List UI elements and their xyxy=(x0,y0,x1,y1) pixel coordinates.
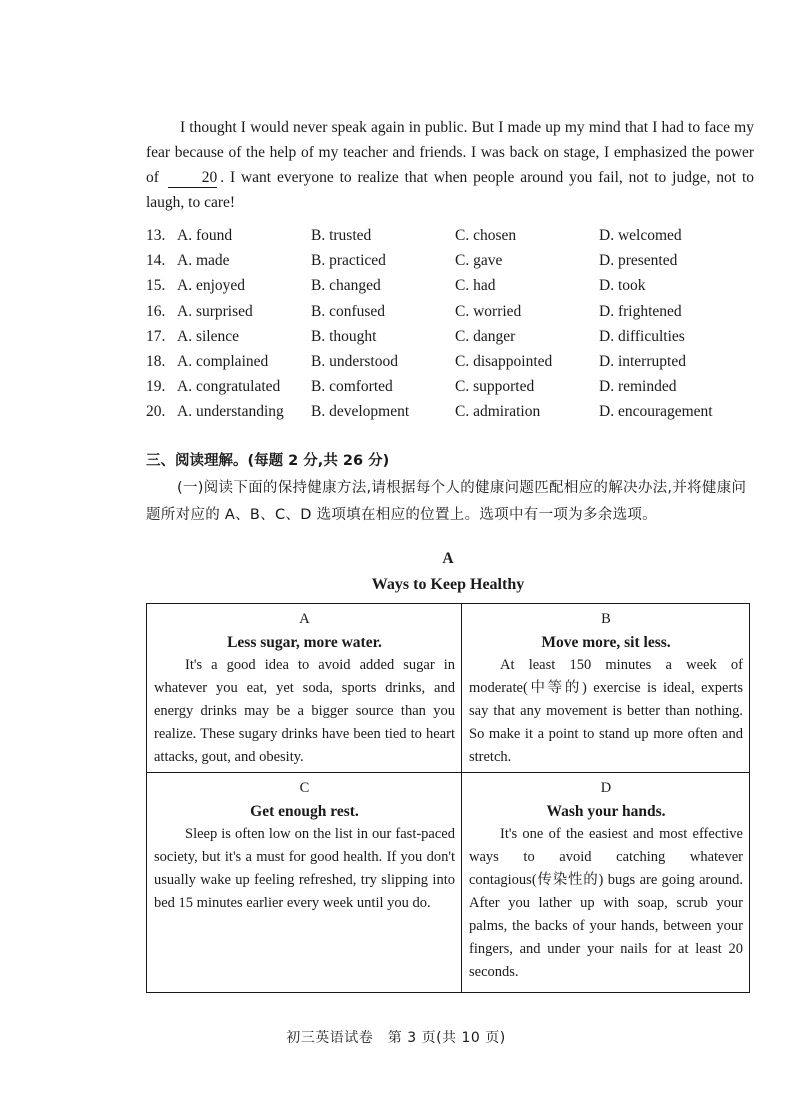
tip-cell-d xyxy=(462,773,749,992)
question-number: 15. xyxy=(146,277,166,295)
option-b: B. confused xyxy=(311,302,386,320)
question-number: 17. xyxy=(146,327,166,345)
tip-body: Sleep is often low on the list in our fast-paced society, but it's a must for good health. If you don't usually wake up feeling refreshed, try slipping into bed 15 minutes earlier every week until you do. xyxy=(154,826,455,911)
tip-heading: Move more, sit less. xyxy=(541,634,671,651)
option-a: A. understanding xyxy=(177,403,284,421)
option-b: B. development xyxy=(311,403,410,421)
cloze-passage xyxy=(146,115,754,215)
option-c: C. chosen xyxy=(455,227,517,244)
tip-cell-a xyxy=(147,604,462,773)
section-title: 三、阅读理解。(每题 2 分,共 26 分) xyxy=(146,453,390,469)
option-c: C. had xyxy=(455,277,496,295)
option-b: B. comforted xyxy=(311,378,393,396)
passage-paragraph xyxy=(146,115,754,215)
tip-letter: C xyxy=(299,780,310,796)
passage-title: Ways to Keep Healthy xyxy=(371,576,525,593)
passage-text-before: I thought I would never speak again in public. But I made up my mind that I had to face my fear because of the help of my teacher and friends. I was back on stage, I emphasized the power of xyxy=(146,119,754,186)
question-number: 16. xyxy=(146,302,166,320)
option-a: A. surprised xyxy=(177,302,253,320)
option-row xyxy=(146,399,766,424)
passage-text-after: . I want everyone to realize that when people around you fail, not to judge, not to laugh, to care! xyxy=(146,169,754,211)
tip-body: At least 150 minutes a week of moderate(中等的) exercise is ideal, experts say that any movement is better than nothing. So make it a point to stand up more often and stretch. xyxy=(469,657,743,765)
option-d: D. took xyxy=(599,277,646,295)
option-a: A. congratulated xyxy=(177,378,281,396)
option-d: D. interrupted xyxy=(599,352,686,370)
option-row xyxy=(146,349,766,374)
option-a: A. complained xyxy=(177,352,269,370)
option-row xyxy=(146,248,766,273)
passage-letter: A xyxy=(442,550,454,567)
tip-cell-b xyxy=(462,604,749,773)
option-b: B. changed xyxy=(311,277,381,295)
question-number: 14. xyxy=(146,252,166,270)
option-a: A. enjoyed xyxy=(177,277,246,295)
option-a: A. made xyxy=(177,252,230,270)
option-d: D. encouragement xyxy=(599,403,713,421)
question-number: 18. xyxy=(146,352,166,370)
question-number: 13. xyxy=(146,227,166,244)
option-c: C. admiration xyxy=(455,403,541,421)
option-c: C. disappointed xyxy=(455,352,553,370)
option-b: B. trusted xyxy=(311,227,372,244)
option-row xyxy=(146,324,766,349)
option-c: C. supported xyxy=(455,378,535,396)
option-c: C. worried xyxy=(455,302,522,320)
blank-20: 20 xyxy=(168,169,218,188)
option-b: B. practiced xyxy=(311,252,386,270)
reading-section xyxy=(146,448,756,529)
cloze-options xyxy=(146,223,766,425)
option-d: D. presented xyxy=(599,252,678,270)
option-row xyxy=(146,374,766,399)
tips-table xyxy=(146,603,750,993)
tip-body: It's a good idea to avoid added sugar in whatever you eat, yet soda, sports drinks, and energy drinks may be a bigger source than you realize. These sugary drinks have been tied to heart attacks, gout, and obesity. xyxy=(154,657,455,765)
tip-heading: Less sugar, more water. xyxy=(227,634,382,651)
option-b: B. understood xyxy=(311,352,398,370)
option-row xyxy=(146,273,766,298)
option-row xyxy=(146,223,766,248)
tip-heading: Wash your hands. xyxy=(546,803,666,820)
option-a: A. silence xyxy=(177,327,239,345)
option-d: D. frightened xyxy=(599,302,682,320)
section-instruction: (一)阅读下面的保持健康方法,请根据每个人的健康问题匹配相应的解决办法,并将健康问题所对应的 A、B、C、D 选项填在相应的位置上。选项中有一项为多余选项。 xyxy=(146,480,747,523)
option-a: A. found xyxy=(177,227,233,244)
option-d: D. welcomed xyxy=(599,227,682,244)
tip-letter: D xyxy=(600,780,612,796)
option-c: C. gave xyxy=(455,252,503,270)
option-row xyxy=(146,299,766,324)
option-d: D. difficulties xyxy=(599,327,685,345)
tip-heading: Get enough rest. xyxy=(250,803,359,820)
page-footer: 初三英语试卷 第 3 页(共 10 页) xyxy=(286,1030,506,1046)
option-c: C. danger xyxy=(455,327,516,345)
question-number: 19. xyxy=(146,378,166,396)
tip-letter: A xyxy=(299,611,310,627)
option-d: D. reminded xyxy=(599,378,677,396)
tip-letter: B xyxy=(601,611,611,627)
tip-cell-c xyxy=(147,773,462,992)
option-b: B. thought xyxy=(311,327,377,345)
question-number: 20. xyxy=(146,403,166,421)
tip-body: It's one of the easiest and most effective ways to avoid catching whatever contagious(传染性的) bugs are going around. After you lather up with soap, scrub your palms, the backs of your hands, between your fingers, and under your nails for at least 20 seconds. xyxy=(469,826,743,980)
